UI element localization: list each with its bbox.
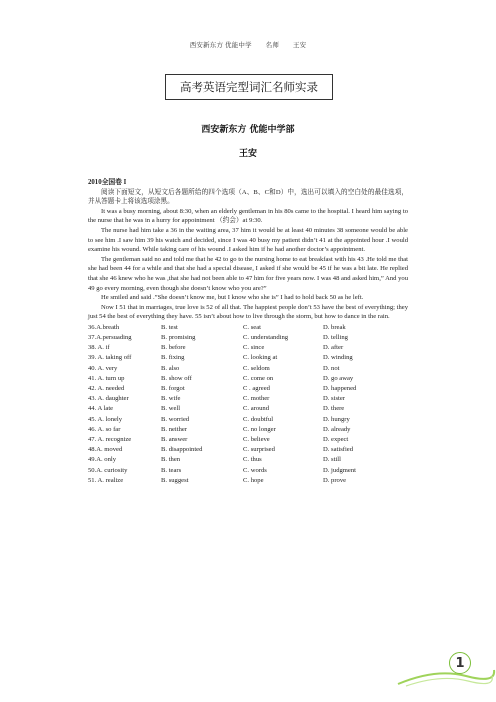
- option-row: [88, 364, 408, 374]
- page-header: [0, 40, 496, 49]
- option-d: D. not: [323, 364, 340, 372]
- option-a: 51. A. realize: [88, 476, 124, 484]
- option-b: B. fixing: [161, 354, 185, 362]
- option-c: C. thus: [243, 456, 262, 464]
- option-a: 41. A. turn up: [88, 374, 125, 382]
- passage-paragraph: He smiled and said .”She doesn’t know me, but I know who she is” I had to hold back 50 as he left.: [101, 294, 364, 302]
- option-row: [88, 343, 408, 353]
- option-b: B. test: [161, 323, 178, 331]
- option-c: C. no longer: [243, 425, 276, 433]
- option-c: C. understanding: [243, 334, 289, 342]
- option-d: D. hungry: [323, 415, 350, 423]
- passage-paragraph: The nurse had him take a 36 in the waiting area, 37 him it would be at least 40 minutes 38 someone would be able to see him .I saw him 39 his watch and decided, since I was 40 busy my patient didn’t 41 at the appointed hour .I would examine his wound. While taking care of his wound .I asked him if he had another doctor’s appointment.: [88, 226, 408, 254]
- option-row: [88, 404, 408, 414]
- option-c: C. doubtful: [243, 415, 274, 423]
- option-b: B. promising: [161, 334, 196, 342]
- option-c: C. seat: [243, 323, 261, 331]
- instructions-paragraph: 阅读下面短文，从短文后各题所给的四个选项（A、B、C和D）中，选出可以填入的空白处的最佳选项，并从答题卡上将该选项涂黑。: [88, 188, 408, 206]
- option-c: C. surprised: [243, 446, 275, 454]
- option-a: 37.A.persuading: [88, 334, 132, 342]
- option-a: 38. A. if: [88, 344, 110, 352]
- option-c: C. looking at: [243, 354, 278, 362]
- option-row: [88, 333, 408, 343]
- option-c: C . agreed: [243, 385, 270, 393]
- option-a: 42. A. needed: [88, 385, 125, 393]
- decorative-swoosh-icon: [396, 664, 496, 688]
- option-row: [88, 466, 408, 476]
- option-a: 43. A. daughter: [88, 395, 129, 403]
- option-row: [88, 353, 408, 363]
- header-school: 西安新东方 优能中学: [189, 42, 252, 49]
- option-d: D. winding: [323, 354, 353, 362]
- option-c: C. come on: [243, 374, 274, 382]
- option-b: B. neither: [161, 425, 188, 433]
- option-d: D. expect: [323, 435, 349, 443]
- option-c: C. mother: [243, 395, 270, 403]
- option-a: 44. A late: [88, 405, 114, 413]
- option-d: D. there: [323, 405, 345, 413]
- option-d: D. satisfied: [323, 446, 354, 454]
- option-b: B. show off: [161, 374, 192, 382]
- option-row: [88, 384, 408, 394]
- document-subtitle: 西安新东方 优能中学部: [201, 125, 295, 135]
- option-d: D. happened: [323, 385, 357, 393]
- option-b: B. suggest: [161, 476, 189, 484]
- option-d: D. already: [323, 425, 351, 433]
- passage-paragraph: Now I 51 that in marriages, true love is 52 of all that. The happiest people don’t 53 have the best of everything; they just 54 the best of everything they have. 55 isn’t about how to live through the storm, but how to dance in the rain.: [88, 303, 408, 321]
- header-title-label: 名师: [265, 42, 280, 49]
- option-c: C. since: [243, 344, 265, 352]
- option-d: D. still: [323, 456, 341, 464]
- option-a: 50.A. curiosity: [88, 466, 128, 474]
- document-title-box: 高考英语完型词汇名师实录: [165, 74, 333, 100]
- option-b: B. worried: [161, 415, 190, 423]
- option-b: B. also: [161, 364, 180, 372]
- option-row: [88, 445, 408, 455]
- option-a: 47. A. recognize: [88, 435, 132, 443]
- passage-paragraph: It was a busy morning, about 8:30, when an elderly gentleman in his 80s came to the hospital. I heard him saying to the nurse that he was in a hurry for appointment （约会）at 9:30.: [88, 207, 408, 225]
- option-a: 49.A. only: [88, 456, 117, 464]
- passage-paragraph: The gentleman said no and told me that he 42 to go to the nursing home to eat breakfast with his 43 .He told me that she had been 44 for a while and that she had a special disease, I asked if she would be 45 if he was a bit late. He replied that she 46 knew who he was ,that she had not been able to 47 him for five years now. I was 48 and asked him,” And you 49 go every morning, even though she doesn’t know who you are?”: [88, 255, 408, 292]
- option-b: B. well: [161, 405, 181, 413]
- option-b: B. answer: [161, 435, 188, 443]
- option-row: [88, 476, 408, 486]
- option-row: [88, 394, 408, 404]
- header-teacher: 王安: [292, 42, 307, 49]
- document-author: 王安: [238, 149, 257, 159]
- option-d: D. judgment: [323, 466, 356, 474]
- option-b: B. tears: [161, 466, 182, 474]
- option-c: C. hope: [243, 476, 264, 484]
- option-row: [88, 455, 408, 465]
- option-row: [88, 374, 408, 384]
- option-row: [88, 425, 408, 435]
- option-a: 45. A. lonely: [88, 415, 123, 423]
- option-a: 40. A. very: [88, 364, 118, 372]
- option-row: [88, 323, 408, 333]
- option-a: 36.A.breath: [88, 323, 120, 331]
- document-body: [88, 178, 408, 486]
- option-b: B. then: [161, 456, 181, 464]
- option-c: C. seldom: [243, 364, 270, 372]
- option-row: [88, 415, 408, 425]
- option-c: C. words: [243, 466, 267, 474]
- option-b: B. forgot: [161, 385, 185, 393]
- option-d: D. go away: [323, 374, 354, 382]
- options-table: [88, 323, 408, 486]
- option-d: D. after: [323, 344, 344, 352]
- option-b: B. wife: [161, 395, 181, 403]
- exam-label: 2010全国卷 I: [88, 179, 127, 186]
- option-d: D. telling: [323, 334, 348, 342]
- option-b: B. before: [161, 344, 186, 352]
- option-d: D. sister: [323, 395, 345, 403]
- page-number-badge: 1: [449, 652, 471, 674]
- option-a: 39. A. taking off: [88, 354, 132, 362]
- option-b: B. disappointed: [161, 446, 203, 454]
- option-c: C. believe: [243, 435, 270, 443]
- option-a: 46. A. so far: [88, 425, 121, 433]
- option-a: 48.A. moved: [88, 446, 123, 454]
- option-d: D. break: [323, 323, 346, 331]
- option-row: [88, 435, 408, 445]
- option-c: C. around: [243, 405, 270, 413]
- option-d: D. prove: [323, 476, 347, 484]
